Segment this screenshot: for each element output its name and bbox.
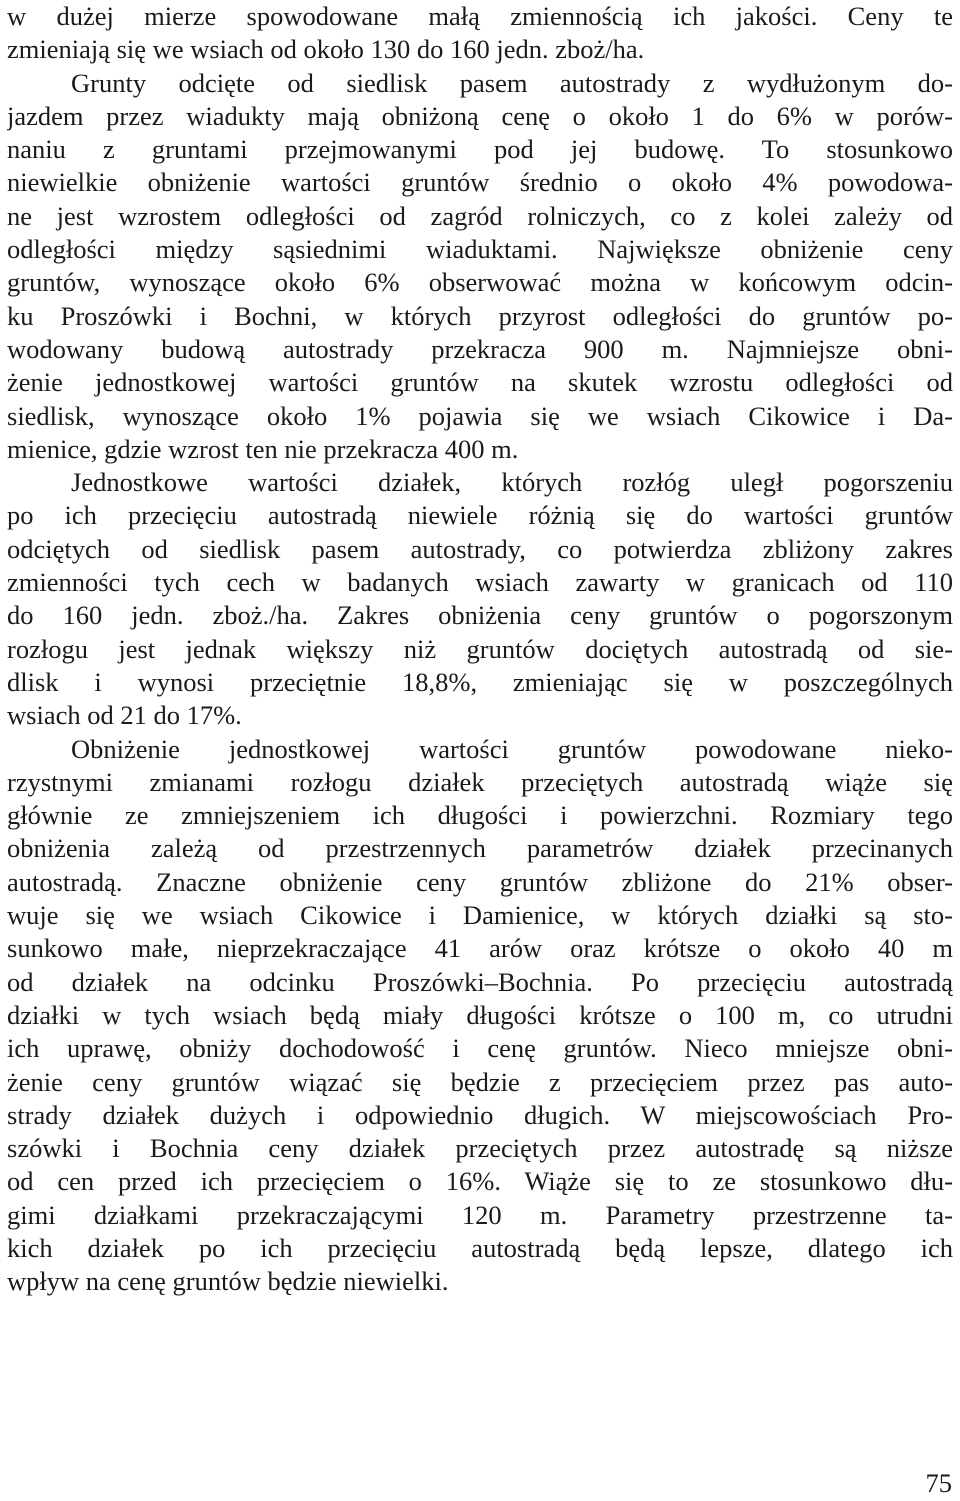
page-number: 75 <box>925 1468 952 1498</box>
text-line: wsiach od 21 do 17%. <box>7 700 242 731</box>
text-line: głównie ze zmniejszeniem ich długości i powierzchni. Rozmiary tego <box>7 800 953 831</box>
text-line: Grunty odcięte od siedlisk pasem autostrady z wydłużonym do- <box>71 67 953 98</box>
text-line: ne jest wzrostem odległości od zagród rolniczych, co z kolei zależy od <box>7 200 953 231</box>
text-line: odciętych od siedlisk pasem autostrady, co potwierdza zbliżony zakres <box>7 533 953 564</box>
text-line: rozłogu jest jednak większy niż gruntów dociętych autostradą od sie- <box>7 633 953 664</box>
text-line: siedlisk, wynoszące około 1% pojawia się we wsiach Cikowice i Da- <box>7 400 953 431</box>
text-line: po ich przecięciu autostradą niewiele różnią się do wartości gruntów <box>7 500 953 531</box>
text-line: strady działek dużych i odpowiednio długich. W miejscowościach Pro- <box>7 1099 953 1130</box>
text-line: od działek na odcinku Proszówki–Bochnia. Po przecięciu autostradą <box>7 966 953 997</box>
text-line: ich uprawę, obniży dochodowość i cenę gruntów. Nieco mniejsze obni- <box>7 1033 953 1064</box>
text-line: od cen przed ich przecięciem o 16%. Wiąże się to ze stosunkowo dłu- <box>7 1166 953 1197</box>
text-line: mienice, gdzie wzrost ten nie przekracza 400 m. <box>7 433 519 464</box>
text-line: zmieniają się we wsiach od około 130 do 160 jedn. zboż/ha. <box>7 34 645 65</box>
text-line: gruntów, wynoszące około 6% obserwować można w końcowym odcin- <box>7 267 953 298</box>
text-line: niewielkie obniżenie wartości gruntów średnio o około 4% powodowa- <box>7 167 953 198</box>
text-line: dlisk i wynosi przeciętnie 18,8%, zmieniając się w poszczególnych <box>7 666 953 697</box>
text-line: gimi działkami przekraczającymi 120 m. Parametry przestrzenne ta- <box>7 1199 953 1230</box>
text-line: do 160 jedn. zboż./ha. Zakres obniżenia ceny gruntów o pogorszonym <box>7 600 953 631</box>
text-line: autostradą. Znaczne obniżenie ceny gruntów zbliżone do 21% obser- <box>7 866 953 897</box>
text-line: zmienności tych cech w badanych wsiach zawarty w granicach od 110 <box>7 567 953 598</box>
text-line: kich działek po ich przecięciu autostradą będą lepsze, dlatego ich <box>7 1232 953 1263</box>
text-line: odległości między sąsiednimi wiaduktami. Największe obniżenie ceny <box>7 234 953 265</box>
text-line: działki w tych wsiach będą miały długości krótsze o 100 m, co utrudni <box>7 999 953 1030</box>
text-line: szówki i Bochnia ceny działek przeciętych przez autostradę są niższe <box>7 1133 953 1164</box>
text-line: w dużej mierze spowodowane małą zmiennością ich jakości. Ceny te <box>7 1 953 31</box>
text-line: rzystnymi zmianami rozłogu działek przeciętych autostradą wiąże się <box>7 766 953 797</box>
text-line: sunkowo małe, nieprzekraczające 41 arów oraz krótsze o około 40 m <box>7 933 953 964</box>
text-line: Obniżenie jednostkowej wartości gruntów powodowane nieko- <box>71 733 953 764</box>
text-line: wodowany budową autostrady przekracza 900 m. Najmniejsze obni- <box>7 333 953 364</box>
text-line: Jednostkowe wartości działek, których rozłóg uległ pogorszeniu <box>71 467 953 498</box>
text-line: wuje się we wsiach Cikowice i Damienice, w których działki są sto- <box>7 900 953 931</box>
text-line: żenie jednostkowej wartości gruntów na skutek wzrostu odległości od <box>7 367 953 398</box>
text-line: naniu z gruntami przejmowanymi pod jej budowę. To stosunkowo <box>7 134 953 165</box>
text-line: obniżenia zależą od przestrzennych parametrów działek przecinanych <box>7 833 953 864</box>
text-line: jazdem przez wiadukty mają obniżoną cenę o około 1 do 6% w porów- <box>7 100 953 131</box>
text-line: wpływ na cenę gruntów będzie niewielki. <box>7 1266 449 1297</box>
text-line: żenie ceny gruntów wiązać się będzie z przecięciem przez pas auto- <box>7 1066 953 1097</box>
body-text <box>7 0 953 1299</box>
text-line: ku Proszówki i Bochni, w których przyrost odległości do gruntów po- <box>7 300 953 331</box>
